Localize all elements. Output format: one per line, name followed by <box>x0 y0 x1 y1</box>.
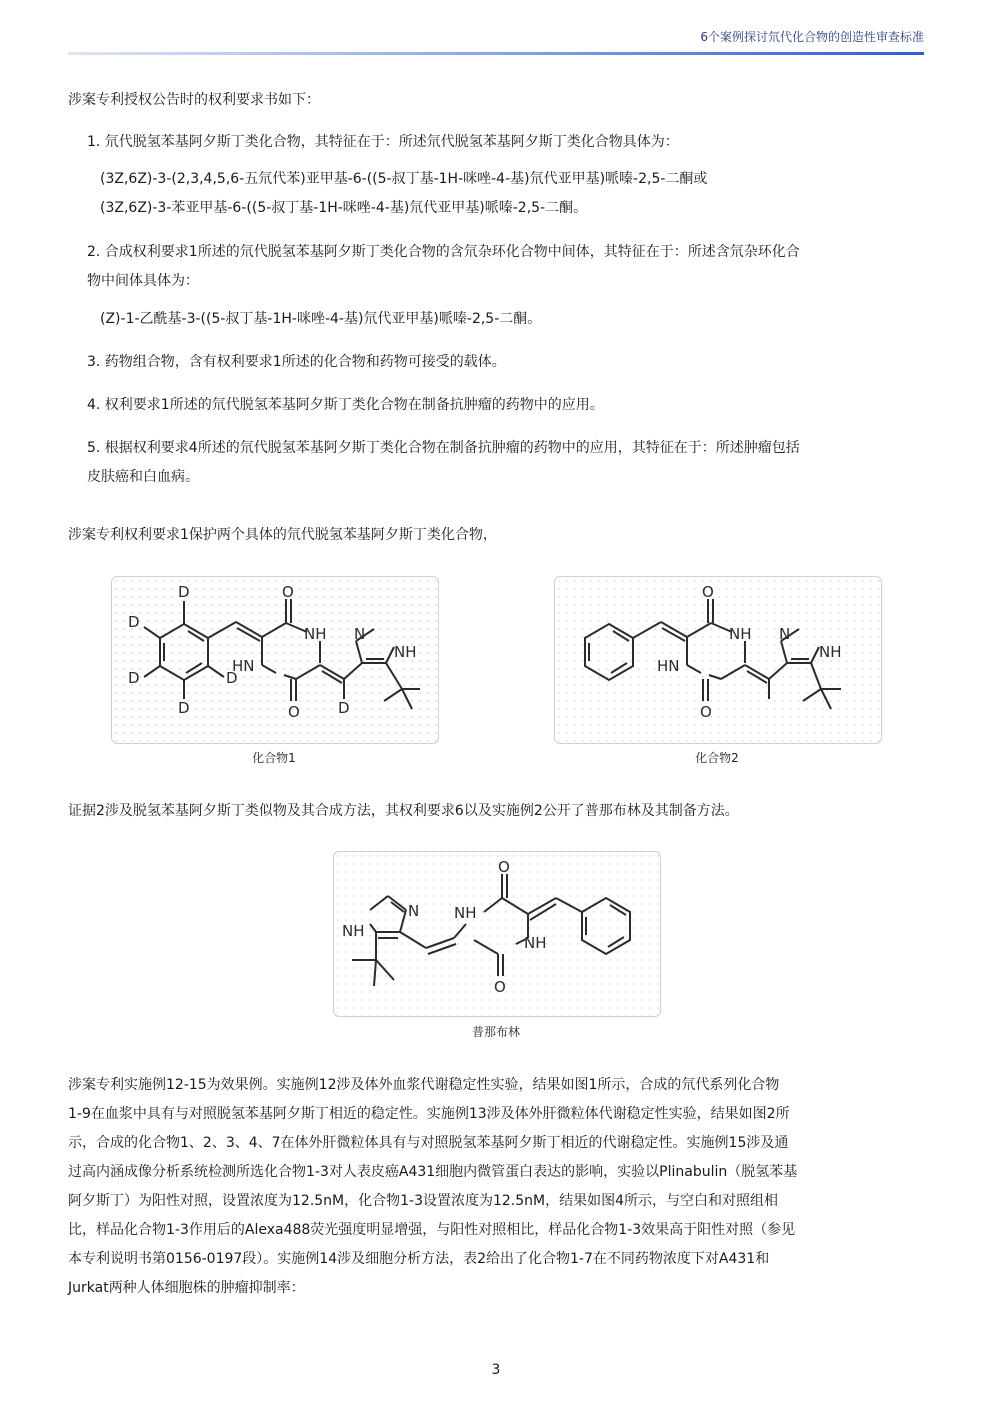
atom-NH: NH <box>342 922 365 940</box>
atom-NH: NH <box>454 904 477 922</box>
compound-2-figure <box>554 576 882 744</box>
claim-5-line-1: 5. 根据权利要求4所述的氘代脱氢苯基阿夕斯丁类化合物在制备抗肿瘤的药物中的应用，其特征在于：所述肿瘤包括 <box>87 440 800 456</box>
atom-O: O <box>700 703 712 721</box>
evidence-paragraph: 证据2涉及脱氢苯基阿夕斯丁类似物及其合成方法，其权利要求6以及实施例2公开了普那布林及其制备方法。 <box>68 803 739 819</box>
atom-O: O <box>702 583 714 601</box>
atom-NH: NH <box>729 625 752 643</box>
header-divider <box>68 52 924 55</box>
effect-line: Jurkat两种人体细胞株的肿瘤抑制率： <box>68 1280 305 1296</box>
effect-line: 1-9在血浆中具有与对照脱氢苯基阿夕斯丁相近的稳定性。实施例13涉及体外肝微粒体代谢稳定性实验，结果如图2所 <box>68 1106 790 1122</box>
compounds-paragraph: 涉案专利权利要求1保护两个具体的氘代脱氢苯基阿夕斯丁类化合物， <box>68 527 497 543</box>
plinabulin-figure <box>333 851 661 1017</box>
atom-D: D <box>178 699 190 717</box>
atom-D: D <box>128 669 140 687</box>
plinabulin-caption: 普那布林 <box>471 1025 520 1039</box>
claim-2-intermediate: (Z)-1-乙酰基-3-((5-叔丁基-1H-咪唑-4-基)氘代亚甲基)哌嗪-2,5-二酮。 <box>100 311 542 327</box>
atom-HN: HN <box>232 657 255 675</box>
atom-D: D <box>226 669 238 687</box>
atom-N: N <box>408 902 420 920</box>
atom-NH: NH <box>304 625 327 643</box>
atom-O: O <box>282 583 294 601</box>
compound-2-caption: 化合物2 <box>695 751 739 765</box>
compound-1-caption: 化合物1 <box>252 751 296 765</box>
effect-line: 示，合成的化合物1、2、3、4、7在体外肝微粒体具有与对照脱氢苯基阿夕斯丁相近的代谢稳定性。实施例15涉及通 <box>68 1135 789 1151</box>
atom-NH: NH <box>394 643 417 661</box>
claim-2-line-2: 物中间体具体为： <box>87 273 199 289</box>
compound-1-structure <box>112 577 438 743</box>
atom-N: N <box>779 625 791 643</box>
atom-N: N <box>354 625 366 643</box>
atom-D: D <box>178 583 190 601</box>
atom-O: O <box>498 858 510 876</box>
claim-1-compound-a: (3Z,6Z)-3-(2,3,4,5,6-五氘代苯)亚甲基-6-((5-叔丁基-1H-咪唑-4-基)氘代亚甲基)哌嗪-2,5-二酮或 <box>100 171 708 187</box>
effect-paragraph <box>68 1071 928 1303</box>
atom-O: O <box>494 978 506 996</box>
claim-2-line-1: 2. 合成权利要求1所述的氘代脱氢苯基阿夕斯丁类化合物的含氘杂环化合物中间体，其特征在于：所述含氘杂环化合 <box>87 244 800 260</box>
atom-D: D <box>338 699 350 717</box>
effect-line: 过高内涵成像分析系统检测所选化合物1-3对人表皮癌A431细胞内微管蛋白表达的影响，实验以Plinabulin（脱氢苯基 <box>68 1164 798 1180</box>
compound-2-structure <box>555 577 881 743</box>
claim-5-line-2: 皮肤癌和白血病。 <box>87 469 199 485</box>
atom-HN: HN <box>657 657 680 675</box>
atom-D: D <box>128 613 140 631</box>
plinabulin-structure <box>334 852 660 1016</box>
header-title: 6个案例探讨氘代化合物的创造性审查标准 <box>700 30 924 44</box>
effect-line: 本专利说明书第0156-0197段）。实施例14涉及细胞分析方法，表2给出了化合物1-7在不同药物浓度下对A431和 <box>68 1251 770 1267</box>
atom-O: O <box>288 703 300 721</box>
compound-1-figure <box>111 576 439 744</box>
claim-3: 3. 药物组合物，含有权利要求1所述的化合物和药物可接受的载体。 <box>87 354 506 370</box>
page-number: 3 <box>491 1362 501 1378</box>
claim-4: 4. 权利要求1所述的氘代脱氢苯基阿夕斯丁类化合物在制备抗肿瘤的药物中的应用。 <box>87 397 604 413</box>
claim-1-compound-b: (3Z,6Z)-3-苯亚甲基-6-((5-叔丁基-1H-咪唑-4-基)氘代亚甲基)哌嗪-2,5-二酮。 <box>100 200 588 216</box>
claim-1: 1. 氘代脱氢苯基阿夕斯丁类化合物，其特征在于：所述氘代脱氢苯基阿夕斯丁类化合物具体为： <box>87 134 679 150</box>
atom-NH: NH <box>524 934 547 952</box>
effect-line: 比，样品化合物1-3作用后的Alexa488荧光强度明显增强，与阳性对照相比，样品化合物1-3效果高于阳性对照（参见 <box>68 1222 796 1238</box>
effect-line: 涉案专利实施例12-15为效果例。实施例12涉及体外血浆代谢稳定性实验，结果如图1所示，合成的氘代系列化合物 <box>68 1077 780 1093</box>
atom-NH: NH <box>819 643 842 661</box>
effect-line: 阿夕斯丁）为阳性对照，设置浓度为12.5nM，化合物1-3设置浓度为12.5nM，结果如图4所示，与空白和对照组相 <box>68 1193 779 1209</box>
intro-text: 涉案专利授权公告时的权利要求书如下： <box>68 92 320 108</box>
